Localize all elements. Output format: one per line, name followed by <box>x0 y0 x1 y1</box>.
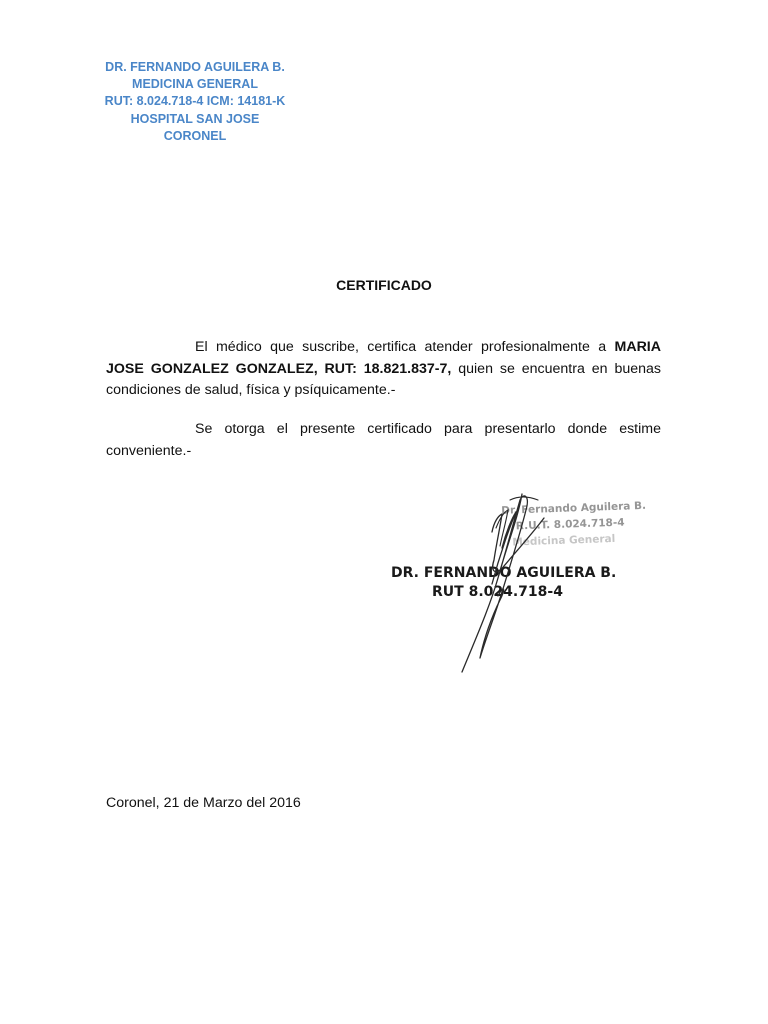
place-and-date: Coronel, 21 de Marzo del 2016 <box>106 795 301 811</box>
document-title: CERTIFICADO <box>336 277 432 293</box>
paragraph-lead-text: El médico que suscribe, certifica atender profesionalmente a <box>195 339 615 355</box>
letterhead <box>95 59 295 145</box>
certification-paragraph <box>106 337 661 402</box>
paragraph-tail-text: quien se encuentra en buenas condiciones de salud, física y psíquicamente.- <box>106 360 661 398</box>
signature-block <box>380 488 660 678</box>
purpose-paragraph: Se otorga el presente certificado para presentarlo donde estime conveniente.- <box>106 421 661 459</box>
letterhead-doctor-name: DR. FERNANDO AGUILERA B. <box>105 60 285 74</box>
patient-identification: MARIA JOSE GONZALEZ GONZALEZ, RUT: 18.821.837-7, <box>106 339 661 377</box>
handwritten-signature <box>440 488 580 678</box>
signatory-rut: RUT 8.024.718-4 <box>432 584 563 600</box>
letterhead-city: CORONEL <box>163 128 227 143</box>
stamp-specialty-line: Medicina General <box>512 532 616 549</box>
letterhead-specialty: MEDICINA GENERAL <box>132 77 258 92</box>
letterhead-rut-icm: RUT: 8.024.718-4 ICM: 14181-K <box>104 94 286 109</box>
signatory-name: DR. FERNANDO AGUILERA B. <box>391 565 617 581</box>
letterhead-hospital: HOSPITAL SAN JOSE <box>130 111 260 126</box>
stamp-name-line: Dr. Fernando Aguilera B. <box>501 499 647 517</box>
stamp-rut-line: R.U.T. 8.024.718-4 <box>515 516 625 533</box>
